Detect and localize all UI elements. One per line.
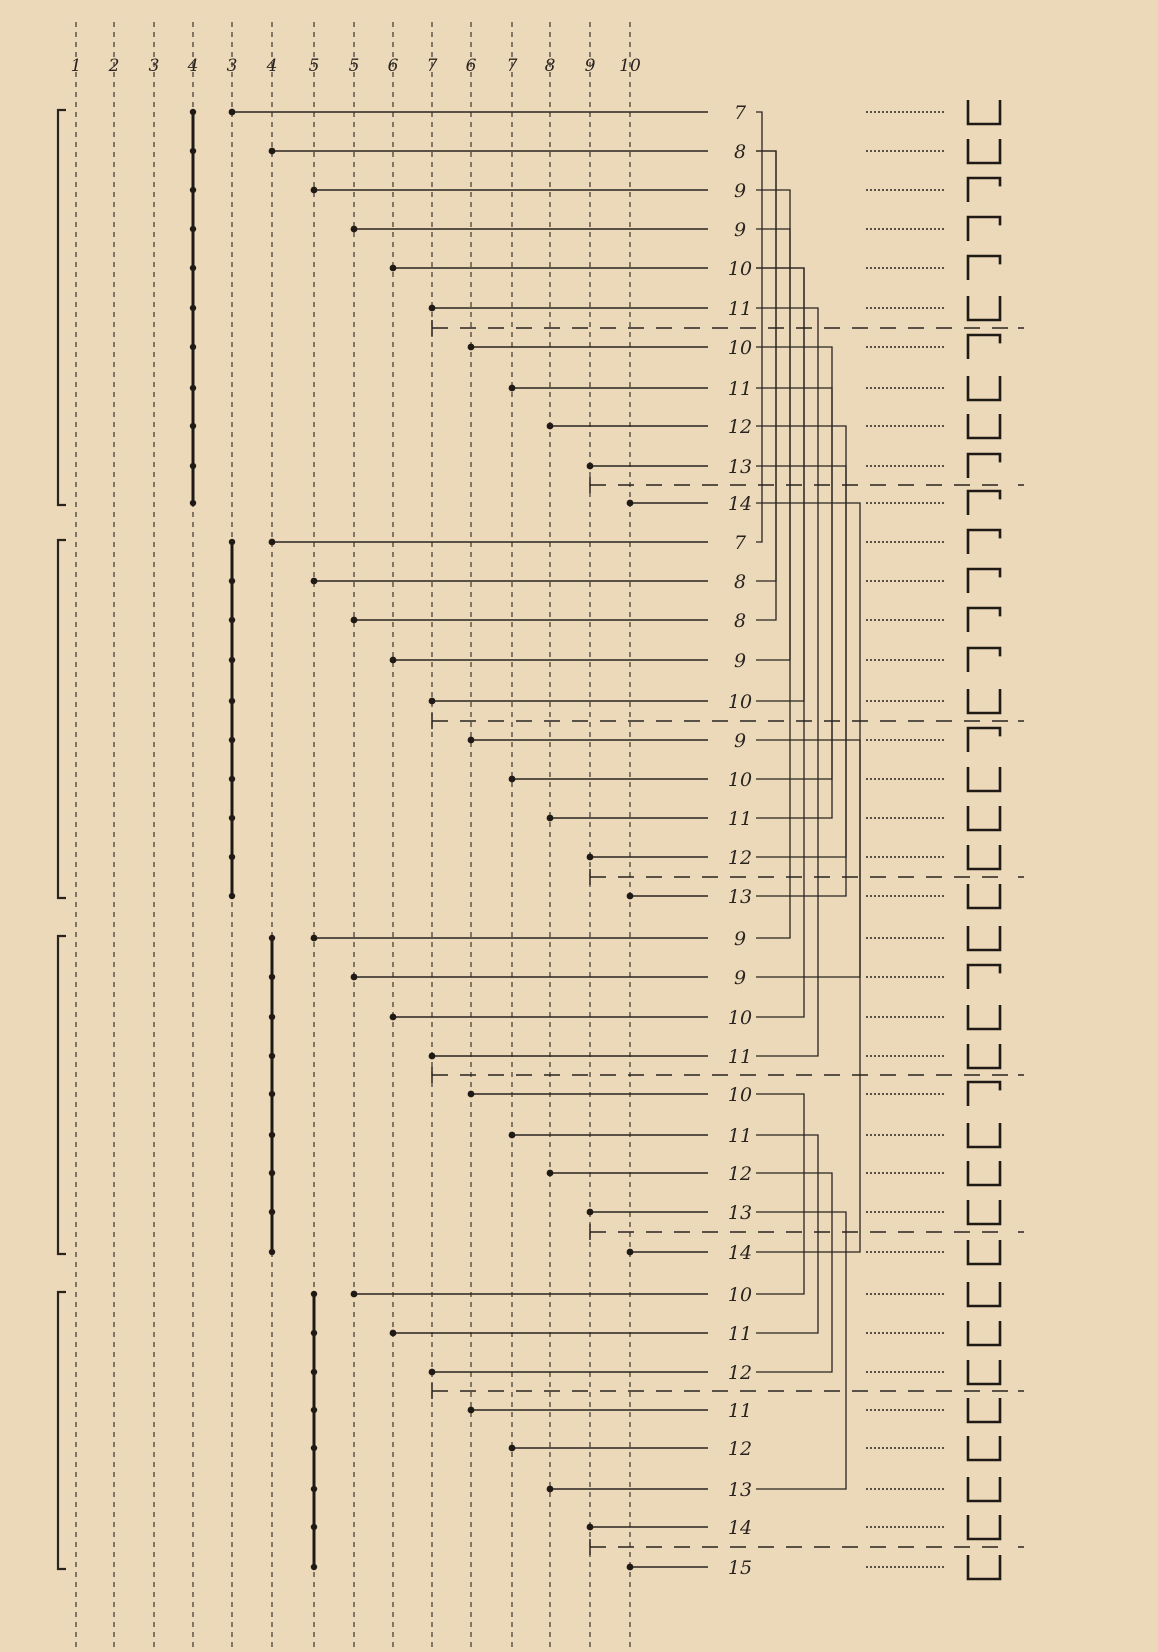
row-label: 11	[727, 808, 753, 830]
row-label: 10	[727, 691, 753, 713]
row-start-dot	[351, 617, 358, 624]
row-start-dot	[627, 500, 634, 507]
row-start-dot	[468, 1091, 475, 1098]
row-label: 8	[733, 571, 747, 593]
spine-dot	[311, 1291, 317, 1297]
spine-dot	[229, 578, 235, 584]
spine-dot	[269, 1014, 275, 1020]
row-label: 10	[727, 1084, 753, 1106]
spine-dot	[190, 226, 196, 232]
row-label: 10	[727, 769, 753, 791]
row-label: 13	[727, 886, 753, 908]
row-label: 12	[727, 1163, 753, 1185]
spine-dot	[190, 305, 196, 311]
spine-dot	[311, 1486, 317, 1492]
row-start-dot	[311, 935, 318, 942]
row-label: 11	[727, 1323, 753, 1345]
row-label: 15	[727, 1557, 753, 1579]
row-start-dot	[587, 1209, 594, 1216]
row-label: 9	[733, 650, 747, 672]
row-start-dot	[547, 1170, 554, 1177]
row-label: 9	[733, 730, 747, 752]
row-start-dot	[351, 226, 358, 233]
spine-dot	[190, 265, 196, 271]
spine-dot	[190, 187, 196, 193]
column-label: 8	[544, 56, 556, 76]
row-label: 11	[727, 298, 753, 320]
row-label: 11	[727, 1125, 753, 1147]
spine-dot	[190, 463, 196, 469]
spine-dot	[229, 657, 235, 663]
row-label: 9	[733, 928, 747, 950]
row-label: 12	[727, 416, 753, 438]
row-start-dot	[509, 1132, 516, 1139]
row-start-dot	[547, 423, 554, 430]
row-start-dot	[429, 305, 436, 312]
column-label: 5	[348, 56, 360, 76]
spine-dot	[269, 1249, 275, 1255]
column-label: 7	[506, 56, 518, 76]
row-start-dot	[468, 1407, 475, 1414]
column-label: 4	[187, 56, 199, 76]
spine-dot	[190, 344, 196, 350]
spine-dot	[229, 815, 235, 821]
row-start-dot	[390, 265, 397, 272]
row-label: 7	[733, 532, 747, 554]
spine-dot	[269, 1209, 275, 1215]
row-start-dot	[351, 974, 358, 981]
spine-dot	[311, 1524, 317, 1530]
row-start-dot	[351, 1291, 358, 1298]
row-label: 13	[727, 1479, 753, 1501]
spine-dot	[311, 1564, 317, 1570]
row-label: 9	[733, 180, 747, 202]
row-start-dot	[627, 1564, 634, 1571]
row-label: 12	[727, 1438, 753, 1460]
column-label: 6	[465, 56, 477, 76]
spine-dot	[190, 423, 196, 429]
row-start-dot	[269, 539, 276, 546]
spine-dot	[269, 974, 275, 980]
row-label: 8	[733, 141, 747, 163]
row-start-dot	[390, 657, 397, 664]
row-label: 7	[733, 102, 747, 124]
row-start-dot	[429, 698, 436, 705]
row-start-dot	[311, 578, 318, 585]
row-label: 9	[733, 967, 747, 989]
spine-dot	[190, 385, 196, 391]
row-start-dot	[269, 148, 276, 155]
spine-dot	[190, 500, 196, 506]
column-label: 7	[426, 56, 438, 76]
column-label: 6	[387, 56, 399, 76]
spine-dot	[229, 893, 235, 899]
column-label: 10	[619, 56, 641, 76]
spine-dot	[269, 1132, 275, 1138]
row-start-dot	[547, 815, 554, 822]
spine-dot	[311, 1330, 317, 1336]
row-start-dot	[429, 1053, 436, 1060]
row-label: 13	[727, 1202, 753, 1224]
row-start-dot	[627, 1249, 634, 1256]
row-start-dot	[429, 1369, 436, 1376]
row-start-dot	[587, 854, 594, 861]
spine-dot	[311, 1369, 317, 1375]
spine-dot	[269, 1091, 275, 1097]
spine-dot	[229, 854, 235, 860]
spine-dot	[311, 1445, 317, 1451]
row-label: 12	[727, 847, 753, 869]
row-label: 9	[733, 219, 747, 241]
row-start-dot	[587, 1524, 594, 1531]
row-label: 12	[727, 1362, 753, 1384]
row-start-dot	[311, 187, 318, 194]
row-start-dot	[229, 109, 236, 116]
row-label: 13	[727, 456, 753, 478]
spine-dot	[311, 1407, 317, 1413]
spine-dot	[269, 1053, 275, 1059]
column-label: 9	[584, 56, 596, 76]
column-label: 5	[308, 56, 320, 76]
row-label: 11	[727, 378, 753, 400]
spine-dot	[229, 698, 235, 704]
row-label: 14	[727, 493, 753, 515]
row-label: 14	[727, 1517, 753, 1539]
row-label: 8	[733, 610, 747, 632]
row-start-dot	[509, 1445, 516, 1452]
row-label: 14	[727, 1242, 753, 1264]
spine-dot	[190, 148, 196, 154]
row-start-dot	[627, 893, 634, 900]
spine-dot	[229, 539, 235, 545]
spine-dot	[229, 617, 235, 623]
column-label: 3	[148, 56, 160, 76]
row-label: 10	[727, 258, 753, 280]
row-label: 11	[727, 1400, 753, 1422]
row-label: 10	[727, 1007, 753, 1029]
row-start-dot	[509, 776, 516, 783]
row-label: 10	[727, 337, 753, 359]
row-label: 10	[727, 1284, 753, 1306]
spine-dot	[269, 935, 275, 941]
spine-dot	[269, 1170, 275, 1176]
column-label: 4	[266, 56, 278, 76]
row-label: 11	[727, 1046, 753, 1068]
spine-dot	[229, 776, 235, 782]
row-start-dot	[390, 1014, 397, 1021]
row-start-dot	[390, 1330, 397, 1337]
row-start-dot	[509, 385, 516, 392]
spine-dot	[190, 109, 196, 115]
column-label: 2	[108, 56, 120, 76]
column-label: 3	[226, 56, 238, 76]
spine-dot	[229, 737, 235, 743]
row-start-dot	[587, 463, 594, 470]
row-start-dot	[468, 344, 475, 351]
column-label: 1	[70, 56, 82, 76]
row-start-dot	[547, 1486, 554, 1493]
row-start-dot	[468, 737, 475, 744]
